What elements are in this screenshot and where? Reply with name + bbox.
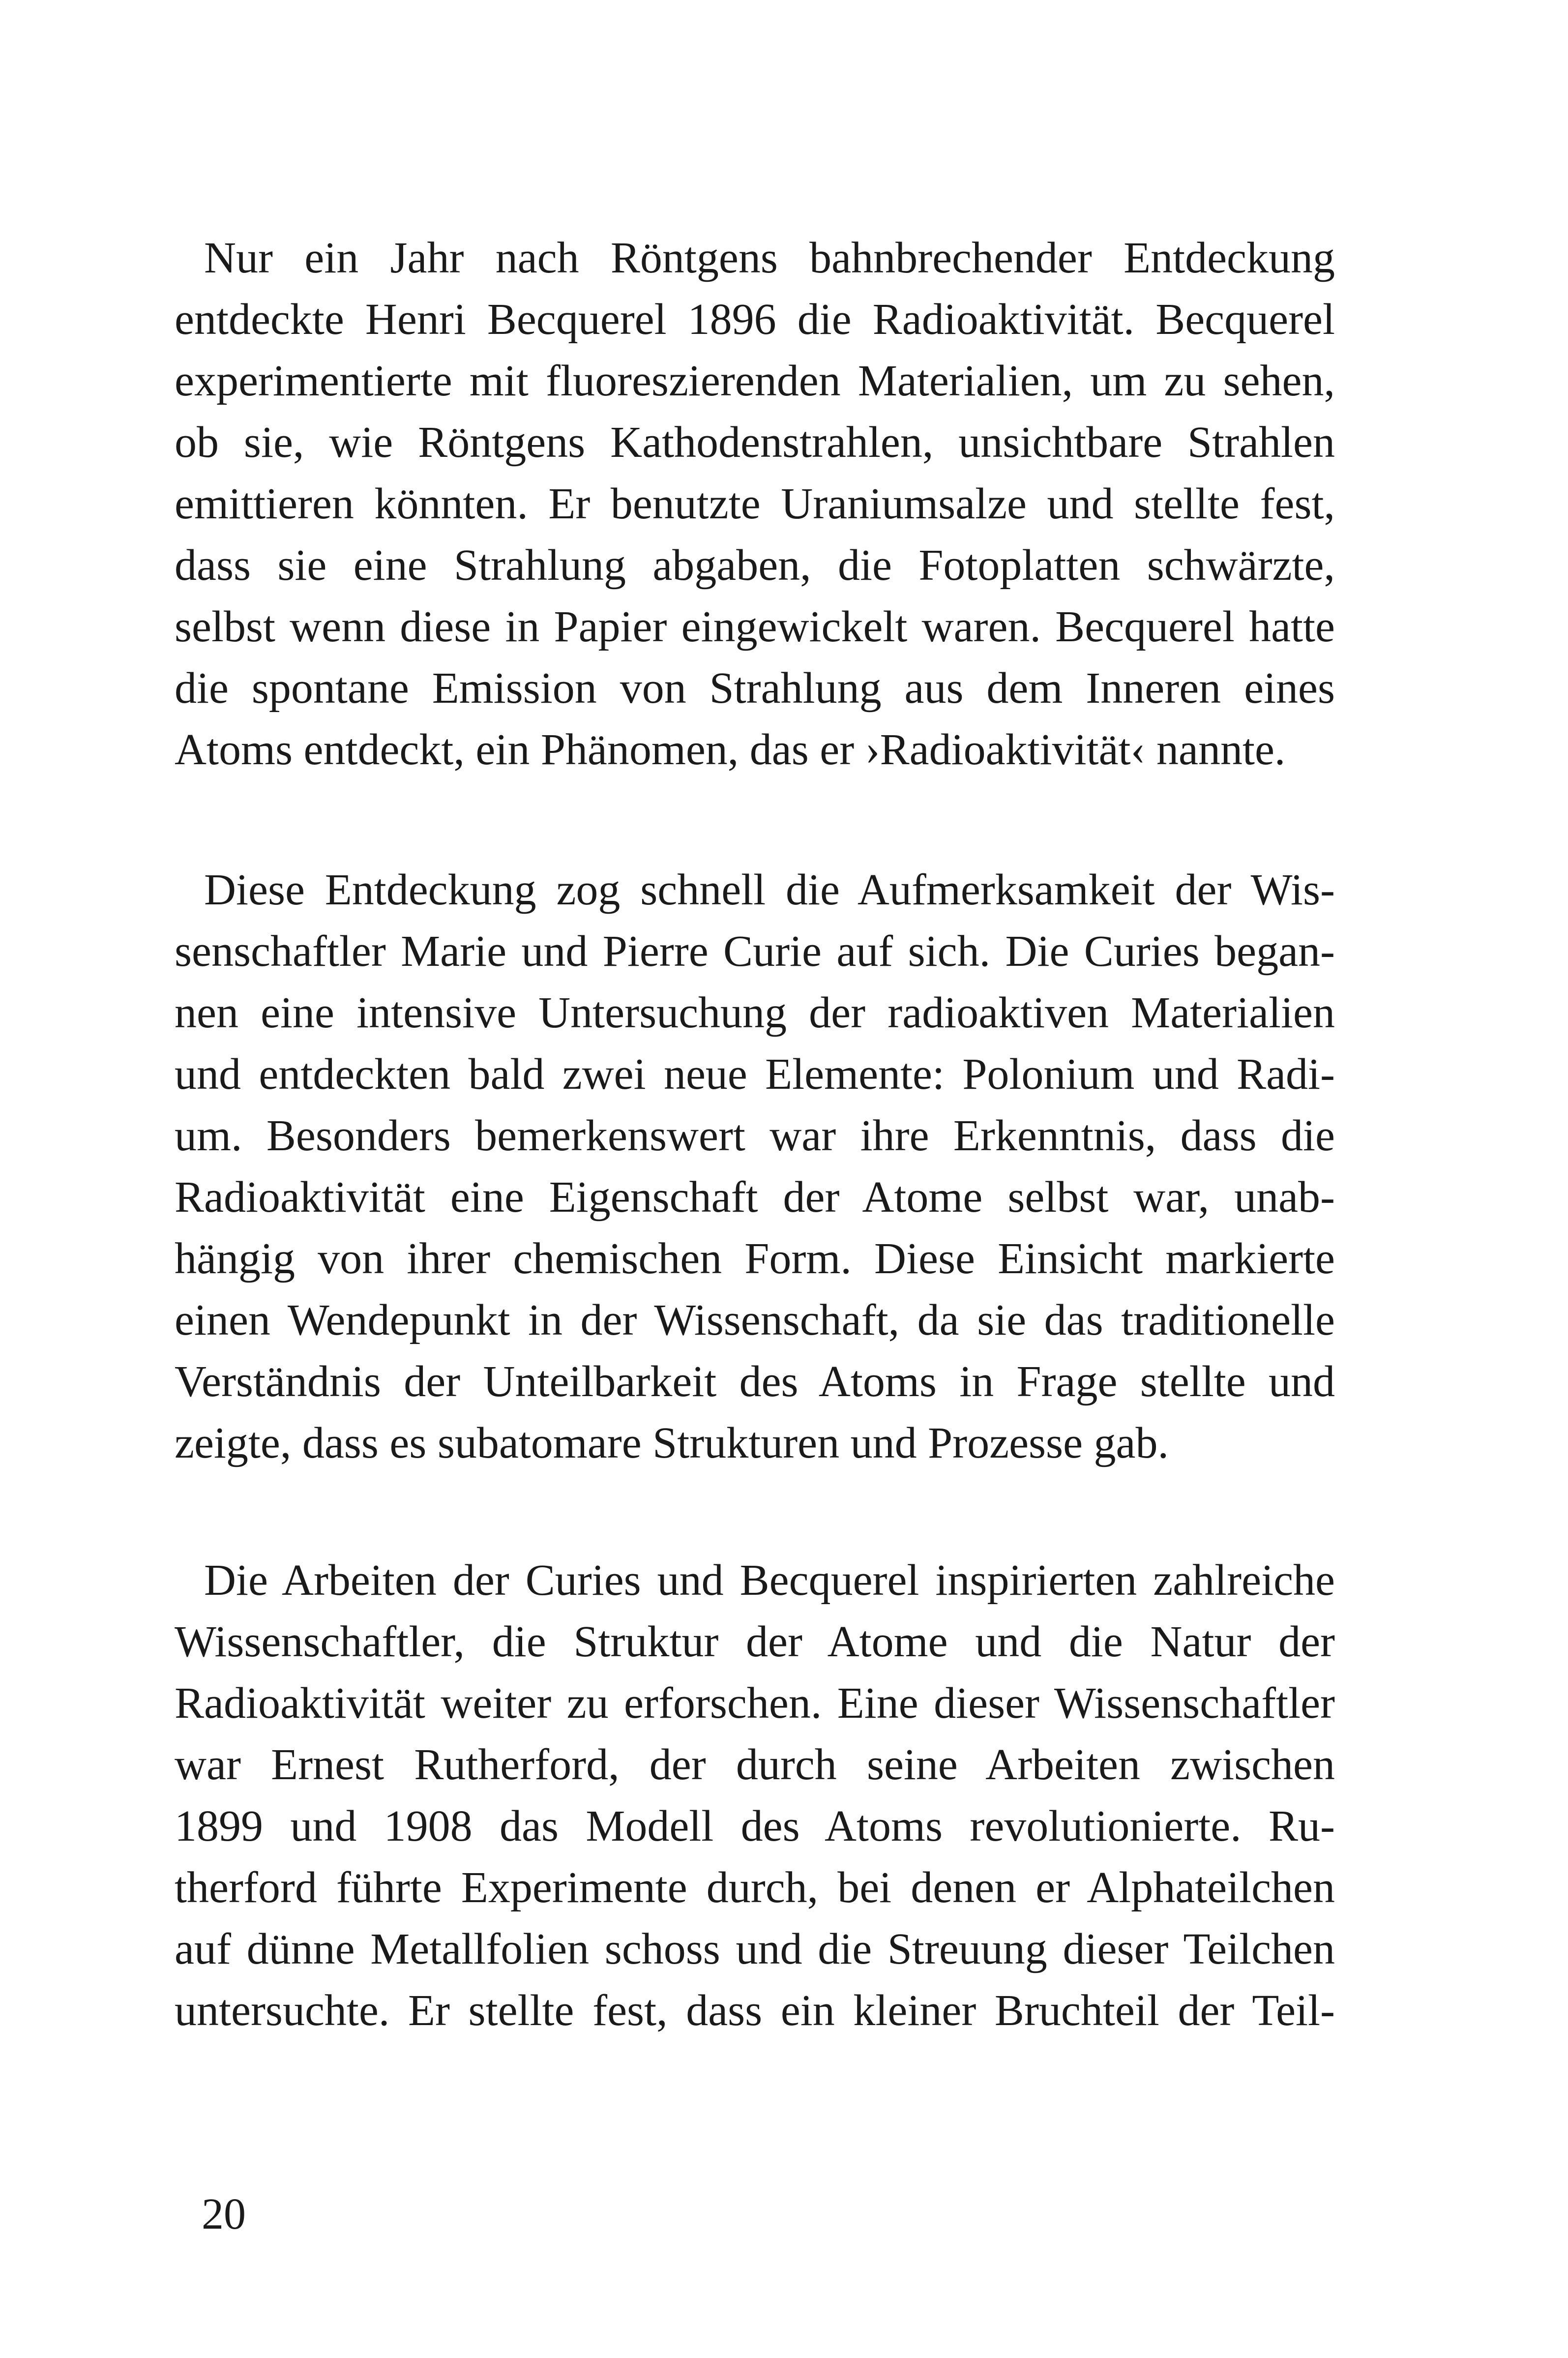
text-line: auf dünne Metallfolien schoss und die Streuung dieser Teilchen	[175, 1925, 1335, 1973]
text-line: hängig von ihrer chemischen Form. Diese Einsicht markierte	[175, 1234, 1335, 1283]
text-line: entdeckte Henri Becquerel 1896 die Radioaktivität. Becquerel	[175, 295, 1335, 344]
text-line: senschaftler Marie und Pierre Curie auf sich. Die Curies began-	[175, 927, 1335, 976]
text-line: Atoms entdeckt, ein Phänomen, das er ›Radioaktivität‹ nannte.	[175, 725, 1286, 774]
text-line: therford führte Experimente durch, bei denen er Alphateilchen	[175, 1863, 1335, 1912]
text-line: dass sie eine Strahlung abgaben, die Fotoplatten schwärzte,	[175, 541, 1335, 590]
page-number: 20	[202, 2190, 246, 2239]
text-line: war Ernest Rutherford, der durch seine Arbeiten zwischen	[175, 1740, 1335, 1789]
text-line: Die Arbeiten der Curies und Becquerel inspirierten zahlreiche	[204, 1556, 1335, 1605]
text-line: zeigte, dass es subatomare Strukturen und Prozesse gab.	[175, 1419, 1169, 1467]
text-line: um. Besonders bemerkenswert war ihre Erkenntnis, dass die	[175, 1111, 1335, 1160]
paragraph-curies	[175, 859, 1335, 1474]
text-line: Verständnis der Unteilbarkeit des Atoms in Frage stellte und	[175, 1357, 1335, 1406]
text-line: und entdeckten bald zwei neue Elemente: Polonium und Radi-	[175, 1050, 1335, 1099]
text-line: Diese Entdeckung zog schnell die Aufmerksamkeit der Wis-	[204, 866, 1335, 914]
text-line: Radioaktivität eine Eigenschaft der Atome selbst war, unab-	[175, 1173, 1335, 1222]
text-line: ob sie, wie Röntgens Kathodenstrahlen, unsichtbare Strahlen	[175, 418, 1335, 467]
text-line: emittieren könnten. Er benutzte Uraniumsalze und stellte fest,	[175, 479, 1335, 528]
text-line: Nur ein Jahr nach Röntgens bahnbrechender Entdeckung	[204, 234, 1335, 282]
text-line: die spontane Emission von Strahlung aus dem Inneren eines	[175, 664, 1335, 713]
text-line: Wissenschaftler, die Struktur der Atome und die Natur der	[175, 1617, 1335, 1666]
text-line: experimentierte mit fluoreszierenden Materialien, um zu sehen,	[175, 357, 1335, 405]
paragraph-rutherford	[175, 1550, 1335, 2041]
text-line: einen Wendepunkt in der Wissenschaft, da sie das traditionelle	[175, 1296, 1335, 1344]
text-line: untersuchte. Er stellte fest, dass ein kleiner Bruchteil der Teil-	[175, 1986, 1335, 2035]
text-line: selbst wenn diese in Papier eingewickelt waren. Becquerel hatte	[175, 602, 1335, 651]
text-line: nen eine intensive Untersuchung der radioaktiven Materialien	[175, 988, 1335, 1037]
paragraph-becquerel	[175, 227, 1335, 780]
text-line: Radioaktivität weiter zu erforschen. Eine dieser Wissenschaftler	[175, 1679, 1335, 1728]
text-line: 1899 und 1908 das Modell des Atoms revolutionierte. Ru-	[175, 1802, 1335, 1851]
